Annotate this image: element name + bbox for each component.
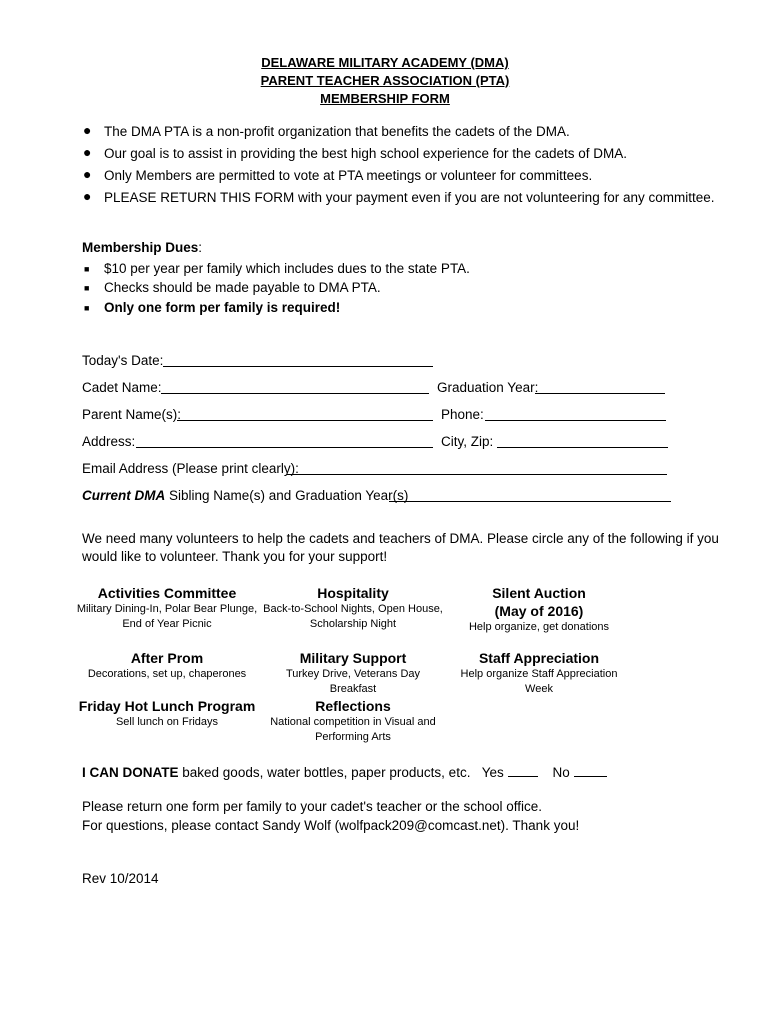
email-label: Email Address (Please print clearly): [82, 461, 299, 476]
silent-auction-date: (May of 2016) [494, 603, 584, 619]
city-zip-field[interactable] [497, 435, 668, 448]
bullet-icon: ● [83, 166, 92, 182]
phone-field[interactable] [485, 408, 666, 421]
bullet-icon: ● [83, 122, 92, 138]
hospitality-desc: Back-to-School Nights, Open House, Scholarship Night [263, 603, 443, 630]
list-item: $10 per year per family which includes dues to the state PTA. [104, 261, 470, 276]
todays-date-label: Today's Date: [82, 353, 164, 368]
friday-hot-lunch-title[interactable]: Friday Hot Lunch Program [78, 698, 256, 714]
address-field[interactable] [136, 435, 433, 448]
donate-line: I CAN DONATE baked goods, water bottles, paper products, etc. Yes No [82, 764, 607, 780]
sibling-field[interactable] [389, 489, 671, 502]
staff-appreciation-desc: Help organize Staff Appreciation Week [460, 668, 618, 695]
email-field[interactable] [287, 462, 667, 475]
square-bullet-icon: ■ [84, 283, 90, 293]
association-title: PARENT TEACHER ASSOCIATION (PTA) [260, 73, 510, 88]
revision-note: Rev 10/2014 [82, 871, 159, 886]
square-bullet-icon: ■ [84, 264, 90, 274]
reflections-desc: National competition in Visual and Performing Arts [270, 716, 436, 743]
closing-line2: For questions, please contact Sandy Wolf (wolfpack209@comcast.net). Thank you! [82, 818, 580, 833]
donate-no-field[interactable] [574, 764, 607, 777]
cadet-name-label: Cadet Name: [82, 380, 162, 395]
graduation-year-label: Graduation Year: [437, 380, 539, 395]
phone-label: Phone: [441, 407, 484, 422]
activities-committee-desc: Military Dining-In, Polar Bear Plunge, End of Year Picnic [76, 603, 258, 630]
after-prom-title[interactable]: After Prom [130, 650, 204, 666]
after-prom-desc: Decorations, set up, chaperones [87, 668, 247, 680]
list-item: Our goal is to assist in providing the best high school experience for the cadets of DMA. [104, 146, 628, 161]
hospitality-title[interactable]: Hospitality [317, 585, 389, 601]
activities-committee-title[interactable]: Activities Committee [97, 585, 237, 601]
list-item: Only Members are permitted to vote at PTA meetings or volunteer for committees. [104, 168, 593, 183]
form-title: MEMBERSHIP FORM [320, 91, 450, 106]
list-item: Only one form per family is required! [104, 300, 341, 315]
silent-auction-desc: Help organize, get donations [468, 621, 610, 633]
volunteer-text-line2: would like to volunteer. Thank you for your support! [82, 549, 388, 564]
cadet-name-field[interactable] [161, 381, 429, 394]
bullet-icon: ● [83, 188, 92, 204]
city-zip-label: City, Zip: [441, 434, 494, 449]
list-item: Checks should be made payable to DMA PTA. [104, 280, 381, 295]
list-item: The DMA PTA is a non-profit organization that benefits the cadets of the DMA. [104, 124, 570, 139]
todays-date-field[interactable] [163, 354, 433, 367]
reflections-title[interactable]: Reflections [315, 698, 391, 714]
parent-names-label: Parent Name(s): [82, 407, 182, 422]
closing-line1: Please return one form per family to your cadet's teacher or the school office. [82, 799, 543, 814]
staff-appreciation-title[interactable]: Staff Appreciation [478, 650, 600, 666]
list-item: PLEASE RETURN THIS FORM with your payment even if you are not volunteering for any committee. [104, 190, 715, 205]
volunteer-text-line1: We need many volunteers to help the cadets and teachers of DMA. Please circle any of the following if you [82, 531, 719, 546]
graduation-year-field[interactable] [535, 381, 665, 394]
dues-heading: Membership Dues: [82, 240, 203, 255]
silent-auction-title[interactable]: Silent Auction [492, 585, 586, 601]
sibling-label: Current DMA Sibling Name(s) and Graduation Year(s) [82, 488, 409, 503]
donate-yes-field[interactable] [508, 764, 538, 777]
school-title: DELAWARE MILITARY ACADEMY (DMA) [261, 55, 509, 70]
square-bullet-icon: ■ [84, 303, 90, 313]
bullet-icon: ● [83, 144, 92, 160]
friday-hot-lunch-desc: Sell lunch on Fridays [115, 716, 219, 728]
military-support-desc: Turkey Drive, Veterans Day Breakfast [285, 668, 421, 695]
parent-names-field[interactable] [177, 408, 433, 421]
military-support-title[interactable]: Military Support [299, 650, 407, 666]
address-label: Address: [82, 434, 136, 449]
